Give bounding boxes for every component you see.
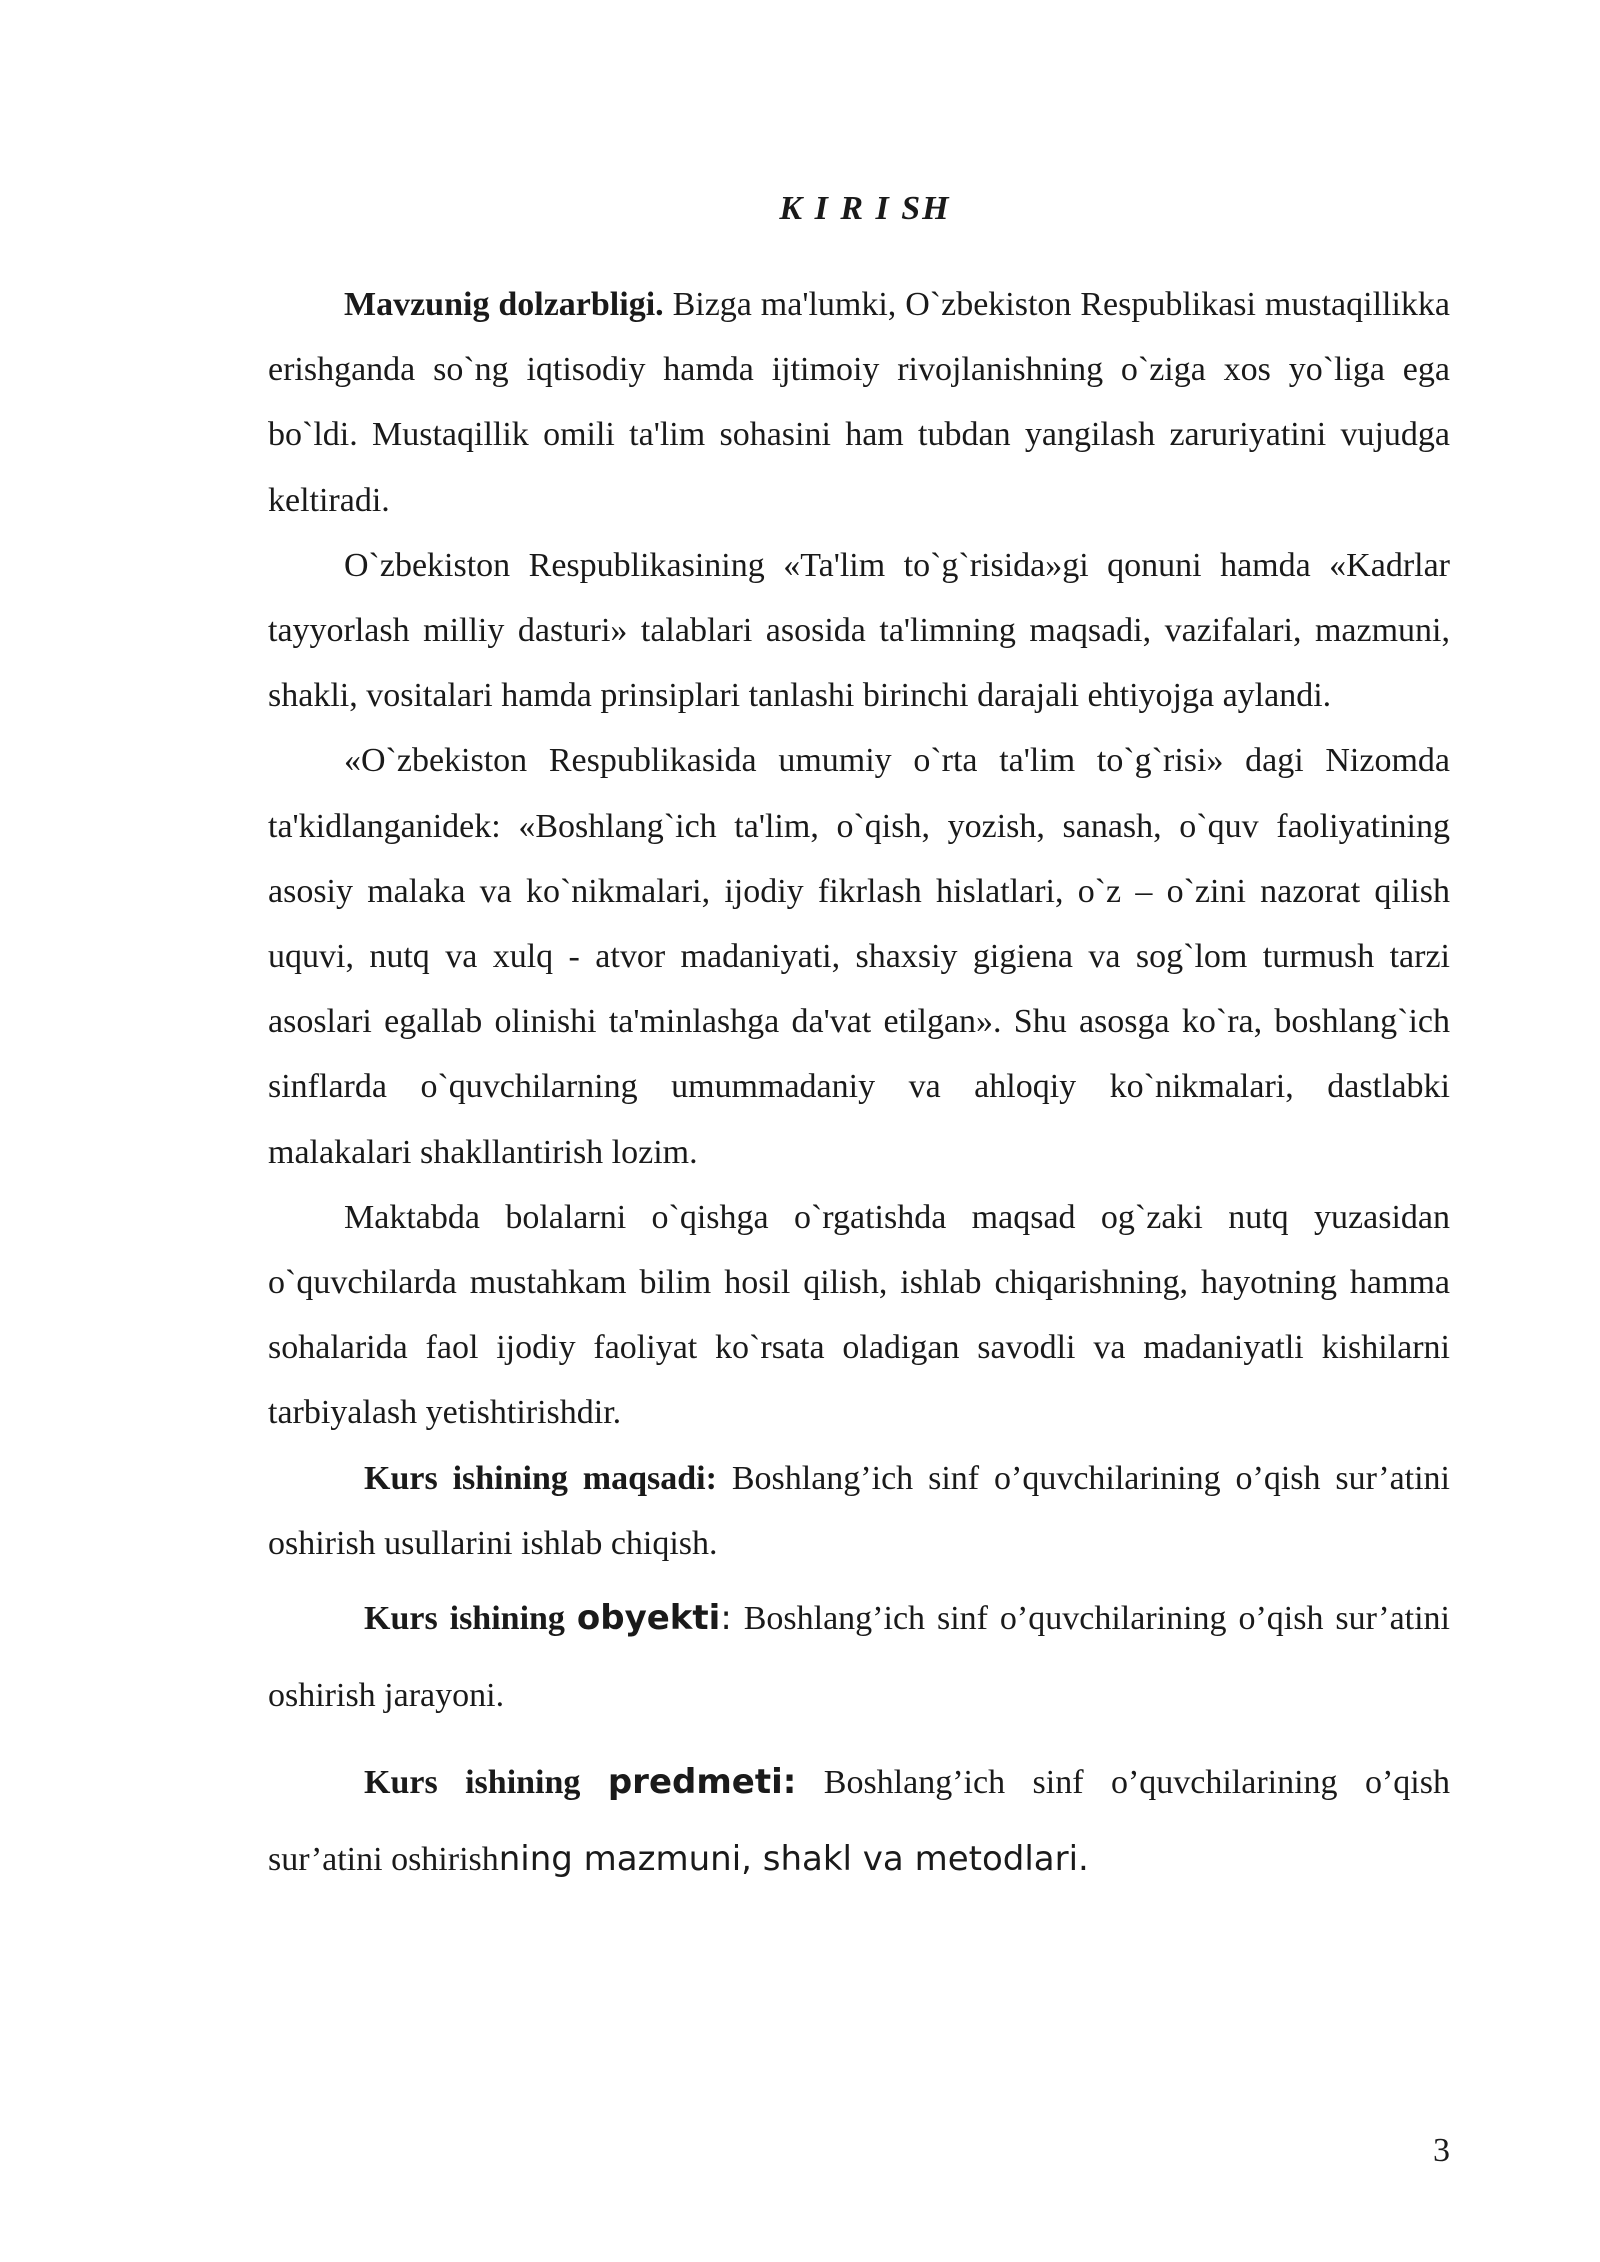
subject-text-b: ning mazmuni, shakl va metodlari. <box>498 1839 1089 1880</box>
paragraph-law: O`zbekiston Respublikasining «Ta'lim to`g`risida»gi qonuni hamda «Kadrlar tayyorlash milliy dasturi» talablari asosida ta'limning maqsadi, vazifalari, mazmuni, shakli, vositalari hamda prinsiplari tanlashi birinchi darajali ehtiyojga aylandi. <box>268 546 1450 715</box>
page-title: K I R I SH <box>779 190 951 227</box>
object-label-b: obyekti <box>576 1598 721 1639</box>
relevance-text: Bizga ma'lumki, O`zbekiston Respublikasi mustaqillikka erishganda so`ng iqtisodiy hamda ijtimoiy rivojlanishning o`ziga xos yo`liga ega bo`ldi. Mustaqillik omili ta'lim sohasini ham tubdan yangilash zaruriyatini vujudga keltiradi. <box>268 286 1450 519</box>
object-text: Boshlang’ich sinf o’quvchilarining o’qish sur’atini oshirish jarayoni. <box>268 1600 1450 1715</box>
document-body <box>268 272 1450 1898</box>
page-number: 3 <box>1433 2132 1450 2169</box>
subject-label-b: predmeti: <box>607 1762 797 1803</box>
goal-label: Kurs ishining maqsadi: <box>364 1459 717 1497</box>
paragraph-subject <box>268 1744 1450 1898</box>
paragraph-relevance <box>268 272 1450 533</box>
subject-label-a: Kurs ishining <box>364 1764 608 1802</box>
goal-text: Boshlang’ich sinf o’quvchilarining o’qish sur’atini oshirish usullarini ishlab chiqish. <box>268 1459 1451 1562</box>
paragraph-goal <box>268 1446 1450 1576</box>
paragraph-regulation: «O`zbekiston Respublikasida umumiy o`rta ta'lim to`g`risi» dagi Nizomda ta'kidlanganidek: «Boshlang`ich ta'lim, o`qish, yozish, sanash, o`quv faoliyatining asosiy malaka va ko`nikmalari, ijodiy fikrlash hislatlari, o`z – o`zini nazorat qilish uquvi, nutq va xulq - atvor madaniyati, shaxsiy gigiena va sog`lom turmush tarzi asoslari egallab olinishi ta'minlashga da'vat etilgan». Shu asosga ko`ra, boshlang`ich sinflarda o`quvchilarning umummadaniy va ahloqiy ko`nikmalari, dastlabki malakalari shakllantirish lozim. <box>268 742 1450 1171</box>
object-colon: : <box>720 1598 732 1639</box>
subject-text-a: Boshlang’ich sinf o’quvchilarining o’qish sur’atini oshirish <box>268 1764 1450 1879</box>
paragraph-school: Maktabda bolalarni o`qishga o`rgatishda maqsad og`zaki nutq yuzasidan o`quvchilarda mustahkam bilim hosil qilish, ishlab chiqarishning, hayotning hamma sohalarida faol ijodiy faoliyat ko`rsata oladigan savodli va madaniyatli kishilarni tarbiyalash yetishtirishdir. <box>268 1198 1450 1432</box>
relevance-label: Mavzunig dolzarbligi. <box>344 286 664 323</box>
object-label-a: Kurs ishining <box>364 1600 577 1638</box>
paragraph-object <box>268 1580 1450 1734</box>
